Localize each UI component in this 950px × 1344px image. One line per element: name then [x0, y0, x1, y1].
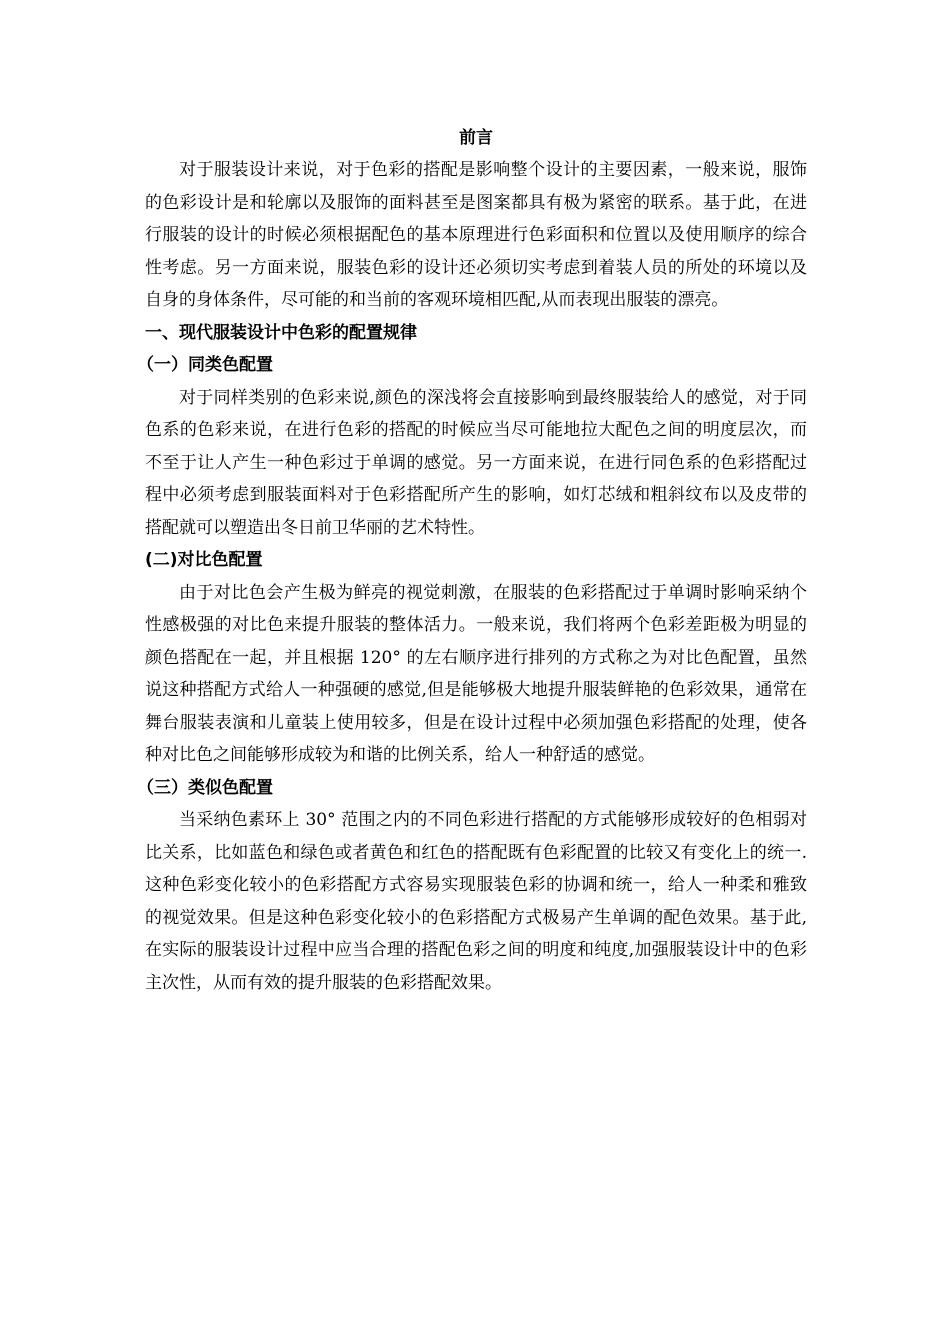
subsection-paragraph-3: 当采纳色素环上 30° 范围之内的不同色彩进行搭配的方式能够形成较好的色相弱对比关系，比如蓝色和绿色或者黄色和红色的搭配既有色彩配置的比较又有变化上的统一.这种色彩变化较小的色彩搭配方式容易实现服装色彩的协调和统一，给人一种柔和雅致的视觉效果。但是这种色彩变化较小的色彩搭配方式极易产生单调的配色效果。基于此,在实际的服装设计过程中应当合理的搭配色彩之间的明度和纯度,加强服装设计中的色彩主次性，从而有效的提升服装的色彩搭配效果。 [145, 810, 807, 993]
subsection-paragraph-1: 对于同样类别的色彩来说,颜色的深浅将会直接影响到最终服装给人的感觉，对于同色系的色彩来说，在进行色彩的搭配的时候应当尽可能地拉大配色之间的明度层次，而不至于让人产生一种色彩过于单调的感觉。另一方面来说，在进行同色系的色彩搭配过程中必须考虑到服装面料对于色彩搭配所产生的影响，如灯芯绒和粗斜纹布以及皮带的搭配就可以塑造出冬日前卫华丽的艺术特性。 [145, 387, 807, 538]
subsection-heading-3: （三）类似色配置 [137, 777, 273, 798]
document-page [137, 122, 807, 999]
intro-paragraph: 对于服装设计来说，对于色彩的搭配是影响整个设计的主要因素，一般来说，服饰的色彩设计是和轮廓以及服饰的面料甚至是图案都具有极为紧密的联系。基于此，在进行服装的设计的时候必须根据配色的基本原理进行色彩面积和位置以及使用顺序的综合性考虑。另一方面来说，服装色彩的设计还必须切实考虑到着装人员的所处的环境以及自身的身体条件，尽可能的和当前的客观环境相匹配,从而表现出服装的漂亮。 [145, 160, 807, 310]
page-title: 前言 [459, 128, 493, 148]
subsection-heading-2: (二)对比色配置 [145, 550, 263, 570]
section-heading-1: 一、现代服装设计中色彩的配置规律 [145, 322, 417, 343]
subsection-paragraph-2: 由于对比色会产生极为鲜亮的视觉刺激，在服装的色彩搭配过于单调时影响采纳个性感极强的对比色来提升服装的整体活力。一般来说，我们将两个色彩差距极为明显的颜色搭配在一起，并且根据 120° 的左右顺序进行排列的方式称之为对比色配置，虽然说这种搭配方式给人一种强硬的感觉,但是能够极大地提升服装鲜艳的色彩效果，通常在舞台服装表演和儿童装上使用较多，但是在设计过程中必须加强色彩搭配的处理，使各种对比色之间能够形成较为和谐的比例关系，给人一种舒适的感觉。 [145, 582, 807, 765]
subsection-heading-1: （一）同类色配置 [137, 355, 273, 375]
